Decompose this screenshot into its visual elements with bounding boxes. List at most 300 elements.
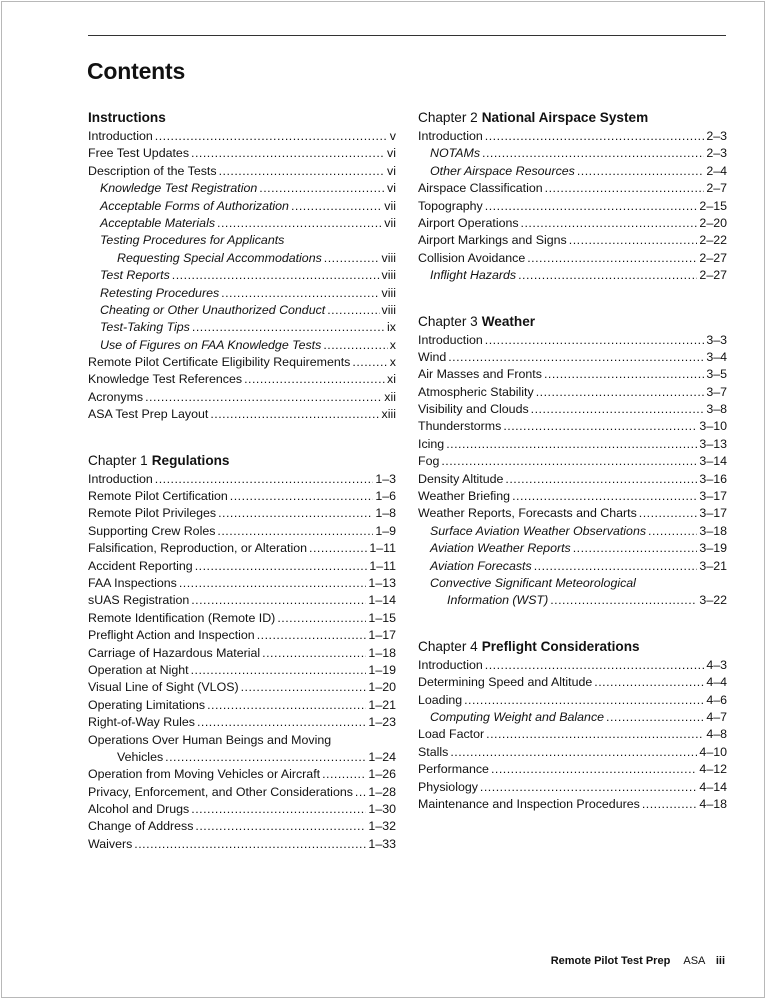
leader-dots	[352, 354, 387, 371]
toc-entry[interactable]	[418, 761, 727, 778]
toc-entry[interactable]	[418, 332, 727, 349]
leader-dots	[197, 714, 366, 731]
toc-entry[interactable]	[88, 337, 396, 354]
toc-page-number: 4–12	[699, 762, 727, 777]
leader-dots	[569, 232, 698, 249]
left-column	[88, 107, 396, 879]
toc-entry-title: Airspace Classification	[418, 181, 543, 196]
leader-dots	[486, 726, 704, 743]
toc-page-number: 3–5	[706, 367, 727, 382]
toc-page-number: 2–15	[699, 198, 727, 213]
toc-entry-title: Performance	[418, 762, 489, 777]
leader-dots	[165, 749, 366, 766]
toc-entry[interactable]	[418, 250, 727, 267]
leader-dots	[291, 198, 382, 215]
toc-entry[interactable]	[88, 592, 396, 609]
toc-page-number: 3–18	[699, 523, 727, 538]
toc-page-number: v	[389, 129, 396, 143]
toc-page-number: x	[389, 337, 396, 352]
leader-dots	[355, 784, 367, 801]
toc-entry-title: Aviation Forecasts	[430, 558, 532, 573]
toc-entry-title: Determining Speed and Altitude	[418, 675, 593, 690]
toc-entry[interactable]	[418, 198, 727, 215]
toc-entry-title: Operating Limitations	[88, 697, 206, 712]
toc-page-number: 4–7	[706, 709, 727, 724]
toc-entry[interactable]	[418, 523, 727, 540]
toc-entry[interactable]	[418, 453, 727, 470]
toc-entry-continuation	[88, 749, 396, 766]
toc-entry-title: FAA Inspections	[88, 575, 177, 590]
toc-entry[interactable]	[88, 267, 396, 284]
leader-dots	[191, 801, 366, 818]
toc-entry-title: Fog	[418, 454, 440, 469]
leader-dots	[480, 779, 698, 796]
toc-entry-continuation	[418, 592, 727, 609]
leader-dots	[503, 418, 697, 435]
toc-section	[418, 107, 727, 285]
leader-dots	[179, 575, 367, 592]
toc-page-number: xii	[384, 389, 396, 404]
toc-entry[interactable]	[418, 366, 727, 383]
toc-page-number: 3–8	[706, 402, 727, 417]
toc-entry-title: Acronyms	[88, 389, 144, 404]
leader-dots	[323, 337, 387, 354]
toc-entry-title: Maintenance and Inspection Procedures	[418, 796, 640, 811]
leader-dots	[544, 366, 704, 383]
leader-dots	[191, 592, 366, 609]
toc-page-number: 3–17	[699, 489, 727, 504]
toc-entry[interactable]	[418, 215, 727, 232]
toc-entry-title: Testing Procedures for Applicants	[100, 233, 285, 248]
toc-entry-title: Convective Significant Meteorological	[430, 575, 636, 590]
toc-page-number: 3–22	[699, 593, 727, 608]
toc-page-number: 4–8	[706, 727, 727, 742]
toc-entry[interactable]	[418, 744, 727, 761]
toc-entry[interactable]	[418, 267, 727, 284]
leader-dots	[277, 610, 366, 627]
toc-page-number: 2–3	[706, 146, 727, 161]
toc-page-number: 1–23	[368, 715, 396, 730]
toc-page-number: 1–30	[368, 802, 396, 817]
toc-page-number: 1–6	[375, 489, 396, 504]
toc-entry-title: Preflight Action and Inspection	[88, 628, 255, 643]
chapter-label: Chapter 3	[418, 313, 478, 329]
toc-entry-title: NOTAMs	[430, 146, 481, 161]
leader-dots	[244, 371, 385, 388]
toc-entry[interactable]	[88, 714, 396, 731]
toc-entry-title: Atmospheric Stability	[418, 384, 534, 399]
toc-entry-title: Collision Avoidance	[418, 250, 526, 265]
toc-entry[interactable]	[88, 128, 396, 145]
toc-entry-title: Thunderstorms	[418, 419, 502, 434]
toc-entry[interactable]	[88, 145, 396, 162]
leader-dots	[218, 505, 373, 522]
toc-section	[88, 107, 396, 424]
toc-page-number: 1–33	[368, 836, 396, 851]
toc-entry-title: Supporting Crew Roles	[88, 523, 216, 538]
leader-dots	[219, 163, 385, 180]
toc-page-number: 1–9	[375, 523, 396, 538]
toc-page-number: 1–8	[375, 506, 396, 521]
section-heading	[88, 107, 396, 128]
leader-dots	[324, 250, 380, 267]
leader-dots	[172, 267, 380, 284]
toc-entry-title: Use of Figures on FAA Knowledge Tests	[100, 337, 322, 352]
toc-entry-title: Carriage of Hazardous Material	[88, 645, 261, 660]
toc-page-number: 3–3	[706, 332, 727, 347]
toc-entry-title: Airport Markings and Signs	[418, 233, 567, 248]
toc-entry-title: Introduction	[418, 657, 483, 672]
leader-dots	[241, 679, 367, 696]
toc-entry[interactable]	[88, 766, 396, 783]
toc-entry-title: Right-of-Way Rules	[88, 715, 195, 730]
leader-dots	[648, 523, 697, 540]
toc-entry-title: Knowledge Test Registration	[100, 181, 258, 196]
toc-entry[interactable]	[418, 232, 727, 249]
toc-entry-title-cont: Information (WST)	[447, 593, 549, 608]
leader-dots	[536, 384, 705, 401]
toc-page-number: 1–18	[368, 645, 396, 660]
top-rule	[88, 35, 726, 36]
leader-dots	[257, 627, 367, 644]
toc-entry-title: Physiology	[418, 779, 478, 794]
toc-entry[interactable]	[88, 610, 396, 627]
toc-entry[interactable]	[88, 679, 396, 696]
toc-page-number: 4–6	[706, 692, 727, 707]
toc-entry-title: Computing Weight and Balance	[430, 709, 605, 724]
leader-dots	[221, 285, 379, 302]
footer-publisher: ASA	[683, 955, 705, 967]
toc-entry[interactable]	[88, 818, 396, 835]
toc-entry[interactable]	[418, 779, 727, 796]
toc-entry[interactable]	[418, 575, 727, 610]
footer-book-title: Remote Pilot Test Prep	[550, 955, 671, 967]
toc-entry-title: Load Factor	[418, 727, 485, 742]
toc-entry-title: Acceptable Forms of Authorization	[100, 198, 289, 213]
leader-dots	[195, 558, 368, 575]
toc-entry[interactable]	[88, 523, 396, 540]
leader-dots	[485, 128, 705, 145]
toc-entry-title: Cheating or Other Unauthorized Conduct	[100, 302, 326, 317]
right-column	[418, 107, 727, 839]
leader-dots	[485, 657, 705, 674]
toc-entry[interactable]	[88, 662, 396, 679]
leader-dots	[145, 389, 382, 406]
section-title: Weather	[481, 313, 536, 329]
leader-dots	[327, 302, 379, 319]
toc-entry[interactable]	[418, 436, 727, 453]
section-title: National Airspace System	[481, 110, 649, 125]
toc-entry-title: Density Altitude	[418, 471, 504, 486]
toc-page-number: vii	[384, 215, 396, 230]
toc-page-number: 4–4	[706, 675, 727, 690]
toc-page-number: 4–18	[699, 796, 727, 811]
toc-entry[interactable]	[418, 488, 727, 505]
leader-dots	[207, 697, 366, 714]
toc-entry[interactable]	[88, 540, 396, 557]
toc-entry-title: Falsification, Reproduction, or Alteration	[88, 541, 308, 556]
toc-page-number: 1–19	[368, 662, 396, 677]
toc-entry-title: Introduction	[88, 471, 153, 486]
toc-entry-title: Test Reports	[100, 268, 170, 283]
leader-dots	[259, 180, 385, 197]
toc-entry-title: Introduction	[418, 332, 483, 347]
toc-entry-title: Remote Pilot Certification	[88, 489, 228, 504]
leader-dots	[262, 645, 366, 662]
toc-entry[interactable]	[418, 349, 727, 366]
toc-entry-title: Inflight Hazards	[430, 268, 517, 283]
toc-entry[interactable]	[418, 796, 727, 813]
leader-dots	[527, 250, 697, 267]
leader-dots	[217, 523, 373, 540]
toc-page-number: 1–13	[368, 575, 396, 590]
toc-entry-title: Operation from Moving Vehicles or Aircraft	[88, 767, 321, 782]
leader-dots	[192, 319, 385, 336]
leader-dots	[210, 406, 379, 423]
toc-section	[418, 311, 727, 610]
toc-entry[interactable]	[88, 215, 396, 232]
toc-entry[interactable]	[418, 401, 727, 418]
toc-entry-title: Change of Address	[88, 819, 194, 834]
leader-dots	[642, 796, 698, 813]
section-title: Preflight Considerations	[481, 638, 640, 654]
toc-page-number: 1–28	[368, 784, 396, 799]
chapter-label: Chapter 4	[418, 638, 478, 654]
leader-dots	[322, 766, 366, 783]
leader-dots	[155, 471, 374, 488]
toc-entry[interactable]	[418, 505, 727, 522]
toc-entry-title: Description of the Tests	[88, 163, 217, 178]
leader-dots	[485, 332, 705, 349]
toc-page-number: 2–27	[699, 250, 727, 265]
toc-entry-title: Icing	[418, 436, 445, 451]
leader-dots	[639, 505, 698, 522]
toc-entry-title: Knowledge Test References	[88, 372, 243, 387]
leader-dots	[485, 198, 698, 215]
toc-page-number: vi	[387, 163, 396, 178]
toc-entry[interactable]	[418, 471, 727, 488]
toc-entry-title: Operation at Night	[88, 662, 189, 677]
toc-entry[interactable]	[88, 354, 396, 371]
toc-page-number: 3–21	[699, 558, 727, 573]
toc-entry-title: Wind	[418, 349, 447, 364]
toc-entry-title: Remote Pilot Privileges	[88, 506, 217, 521]
toc-entry-title: Stalls	[418, 744, 449, 759]
leader-dots	[606, 709, 704, 726]
leader-dots	[573, 540, 698, 557]
toc-entry-title: Air Masses and Fronts	[418, 367, 542, 382]
leader-dots	[512, 488, 697, 505]
toc-entry[interactable]	[88, 180, 396, 197]
toc-entry[interactable]	[88, 371, 396, 388]
toc-entry-title: Introduction	[418, 129, 483, 143]
toc-entry-title: Test-Taking Tips	[100, 320, 190, 335]
toc-page-number: 2–3	[706, 129, 727, 143]
toc-page-number: 1–3	[375, 471, 396, 486]
toc-page-number: 2–27	[699, 268, 727, 283]
toc-entry[interactable]	[418, 384, 727, 401]
toc-page-number: 3–4	[706, 349, 727, 364]
toc-entry-title: Operations Over Human Beings and Moving	[88, 732, 332, 747]
toc-page-number: 4–14	[699, 779, 727, 794]
toc-entry[interactable]	[88, 801, 396, 818]
toc-entry-title: Accident Reporting	[88, 558, 193, 573]
toc-entry[interactable]	[88, 163, 396, 180]
toc-entry-title: Remote Identification (Remote ID)	[88, 610, 276, 625]
toc-entry[interactable]	[88, 198, 396, 215]
toc-entry-title: Visual Line of Sight (VLOS)	[88, 680, 239, 695]
leader-dots	[491, 761, 697, 778]
toc-page-number: 1–11	[369, 541, 396, 556]
toc-page-number: 4–10	[699, 744, 727, 759]
leader-dots	[464, 692, 704, 709]
toc-page-number: 3–16	[699, 471, 727, 486]
toc-entry[interactable]	[418, 180, 727, 197]
leader-dots	[309, 540, 367, 557]
toc-entry[interactable]	[418, 128, 727, 145]
toc-page-number: xi	[387, 372, 396, 387]
toc-entry[interactable]	[418, 558, 727, 575]
toc-entry[interactable]	[88, 232, 396, 267]
toc-page-number: xiii	[381, 407, 396, 422]
toc-entry-title: Alcohol and Drugs	[88, 802, 190, 817]
toc-entry[interactable]	[88, 302, 396, 319]
toc-entry[interactable]	[418, 726, 727, 743]
toc-entry-title: Weather Briefing	[418, 489, 511, 504]
toc-page-number: vii	[384, 198, 396, 213]
toc-entry-title: Waivers	[88, 836, 133, 851]
toc-page-number: 1–14	[368, 593, 396, 608]
toc-entry-title: Retesting Procedures	[100, 285, 220, 300]
toc-entry[interactable]	[418, 163, 727, 180]
toc-entry[interactable]	[418, 709, 727, 726]
toc-entry-title: Weather Reports, Forecasts and Charts	[418, 506, 637, 521]
section-heading	[418, 311, 727, 332]
toc-entry-title: Visibility and Clouds	[418, 402, 529, 417]
toc-page-number: viii	[381, 285, 396, 300]
leader-dots	[195, 818, 366, 835]
leader-dots	[545, 180, 705, 197]
toc-entry-title: Free Test Updates	[88, 146, 190, 161]
toc-page-number: vi	[387, 146, 396, 161]
section-heading	[418, 107, 727, 128]
leader-dots	[521, 215, 698, 232]
toc-page-number: 3–13	[699, 436, 727, 451]
toc-entry-title: Other Airspace Resources	[430, 163, 575, 178]
toc-page-number: 4–3	[706, 657, 727, 672]
toc-entry[interactable]	[418, 692, 727, 709]
toc-entry-title: Remote Pilot Certificate Eligibility Requirements	[88, 355, 351, 370]
leader-dots	[441, 453, 697, 470]
toc-entry[interactable]	[88, 505, 396, 522]
leader-dots	[448, 349, 704, 366]
leader-dots	[531, 401, 705, 418]
leader-dots	[191, 145, 385, 162]
toc-page-number: 1–20	[368, 680, 396, 695]
toc-entry-title: Loading	[418, 692, 463, 707]
leader-dots	[594, 674, 704, 691]
toc-entry-title: Topography	[418, 198, 483, 213]
toc-page-number: 2–22	[699, 233, 727, 248]
toc-entry[interactable]	[88, 558, 396, 575]
toc-page-number: viii	[381, 250, 396, 265]
toc-page-number: viii	[381, 268, 396, 283]
chapter-label: Chapter 2	[418, 110, 478, 125]
toc-entry[interactable]	[88, 732, 396, 767]
toc-entry[interactable]	[418, 540, 727, 557]
toc-entry-title: Aviation Weather Reports	[430, 541, 571, 556]
toc-entry[interactable]	[88, 319, 396, 336]
toc-page-number: 3–19	[699, 541, 727, 556]
toc-page-number: 3–14	[699, 454, 727, 469]
toc-entry[interactable]	[418, 674, 727, 691]
toc-entry[interactable]	[88, 697, 396, 714]
section-heading	[418, 636, 727, 657]
leader-dots	[217, 215, 382, 232]
toc-entry[interactable]	[88, 488, 396, 505]
toc-page-number: 3–17	[699, 506, 727, 521]
toc-entry[interactable]	[88, 471, 396, 488]
toc-entry[interactable]	[418, 657, 727, 674]
toc-page-number: viii	[381, 302, 396, 317]
toc-entry[interactable]	[88, 627, 396, 644]
page-footer	[551, 955, 725, 967]
chapter-label: Chapter 1	[88, 452, 148, 468]
toc-page-number: 3–10	[699, 419, 727, 434]
toc-entry[interactable]	[88, 575, 396, 592]
toc-entry[interactable]	[418, 145, 727, 162]
toc-page-number: 1–15	[368, 610, 396, 625]
toc-entry-title-cont: Vehicles	[117, 749, 164, 764]
toc-page-number: 2–4	[706, 163, 727, 178]
toc-section	[418, 636, 727, 814]
leader-dots	[482, 145, 704, 162]
toc-entry[interactable]	[88, 406, 396, 423]
leader-dots	[518, 267, 697, 284]
toc-entry-title-cont: Requesting Special Accommodations	[117, 250, 322, 265]
page-title: Contents	[87, 58, 186, 84]
toc-page-number: 1–32	[368, 819, 396, 834]
toc-page-number: 1–21	[368, 697, 396, 712]
toc-page-number: x	[389, 355, 396, 370]
leader-dots	[191, 662, 367, 679]
toc-entry-title: Introduction	[88, 129, 153, 143]
toc-page-number: 1–24	[368, 749, 396, 764]
toc-page-number: 1–26	[368, 767, 396, 782]
toc-entry-title: Surface Aviation Weather Observations	[430, 523, 647, 538]
toc-entry[interactable]	[418, 418, 727, 435]
toc-entry-title: ASA Test Prep Layout	[88, 407, 209, 422]
toc-entry-title: Airport Operations	[418, 215, 519, 230]
toc-entry-title: sUAS Registration	[88, 593, 190, 608]
toc-page-number: 3–7	[706, 384, 727, 399]
leader-dots	[446, 436, 697, 453]
toc-entry[interactable]	[88, 836, 396, 853]
leader-dots	[550, 592, 697, 609]
section-title: Regulations	[151, 452, 230, 468]
leader-dots	[505, 471, 697, 488]
leader-dots	[155, 128, 388, 145]
toc-entry[interactable]	[88, 389, 396, 406]
toc-entry[interactable]	[88, 645, 396, 662]
toc-section	[88, 450, 396, 854]
toc-page-number: 1–17	[368, 628, 396, 643]
toc-entry-continuation	[88, 250, 396, 267]
toc-entry-title: Privacy, Enforcement, and Other Considerations	[88, 784, 353, 799]
toc-entry[interactable]	[88, 784, 396, 801]
toc-entry[interactable]	[88, 285, 396, 302]
leader-dots	[230, 488, 374, 505]
